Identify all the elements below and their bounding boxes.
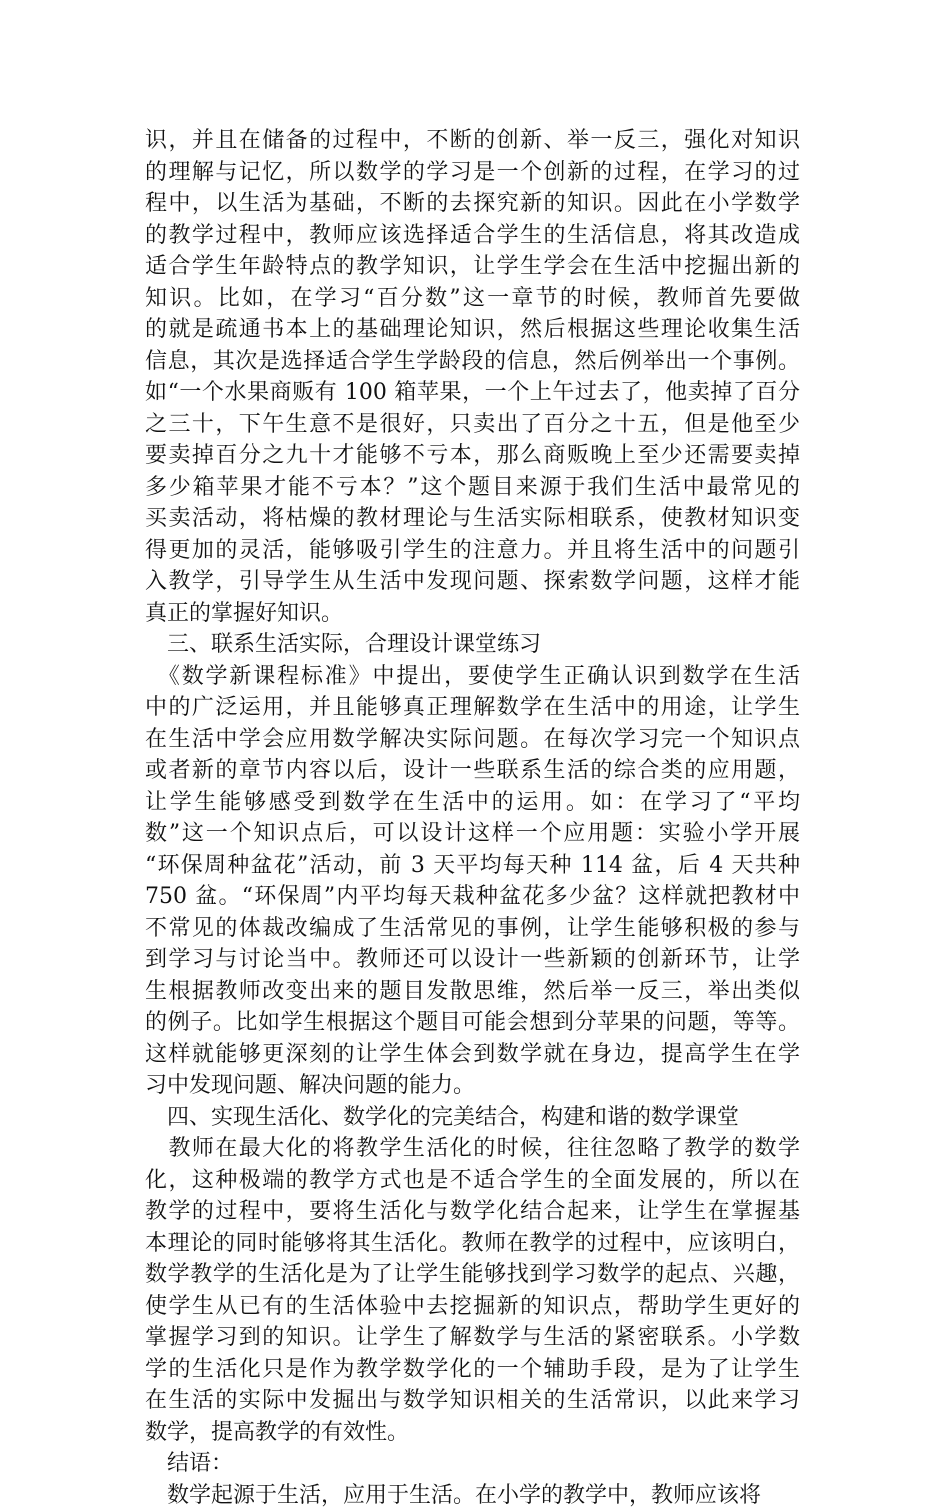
text-line: 在生活的实际中发掘出与数学知识相关的生活常识，以此来学习 bbox=[145, 1385, 800, 1417]
text-line: 如“一个水果商贩有 100 箱苹果，一个上午过去了，他卖掉了百分 bbox=[145, 377, 800, 409]
text-line: 识，并且在储备的过程中，不断的创新、举一反三，强化对知识 bbox=[145, 125, 800, 157]
text-line: 程中，以生活为基础，不断的去探究新的知识。因此在小学数学 bbox=[145, 188, 800, 220]
text-line: 知识。比如，在学习“百分数”这一章节的时候，教师首先要做 bbox=[145, 283, 800, 315]
text-line: 四、实现生活化、数学化的完美结合，构建和谐的数学课堂 bbox=[145, 1102, 800, 1134]
text-line: 的例子。比如学生根据这个题目可能会想到分苹果的问题，等等。 bbox=[145, 1007, 800, 1039]
text-line: 掌握学习到的知识。让学生了解数学与生活的紧密联系。小学数 bbox=[145, 1322, 800, 1354]
text-line: 化，这种极端的教学方式也是不适合学生的全面发展的，所以在 bbox=[145, 1165, 800, 1197]
section-heading bbox=[145, 629, 800, 661]
text-line: 适合学生年龄特点的教学知识，让学生学会在生活中挖掘出新的 bbox=[145, 251, 800, 283]
body-paragraph bbox=[145, 661, 800, 1102]
text-line: 数学教学的生活化是为了让学生能够找到学习数学的起点、兴趣， bbox=[145, 1259, 800, 1291]
text-line: 买卖活动，将枯燥的教材理论与生活实际相联系，使教材知识变 bbox=[145, 503, 800, 535]
text-line: 让学生能够感受到数学在生活中的运用。如：在学习了“平均 bbox=[145, 787, 800, 819]
text-line: 习中发现问题、解决问题的能力。 bbox=[145, 1070, 800, 1102]
text-line: 信息，其次是选择适合学生学龄段的信息，然后例举出一个事例。 bbox=[145, 346, 800, 378]
text-line: 不常见的体裁改编成了生活常见的事例，让学生能够积极的参与 bbox=[145, 913, 800, 945]
text-line: 学的生活化只是作为教学数学化的一个辅助手段，是为了让学生 bbox=[145, 1354, 800, 1386]
text-line: 750 盆。“环保周”内平均每天栽种盆花多少盆？这样就把教材中 bbox=[145, 881, 800, 913]
text-line: 之三十，下午生意不是很好，只卖出了百分之十五，但是他至少 bbox=[145, 409, 800, 441]
text-line: 得更加的灵活，能够吸引学生的注意力。并且将生活中的问题引 bbox=[145, 535, 800, 567]
text-line: 教学的过程中，要将生活化与数学化结合起来，让学生在掌握基 bbox=[145, 1196, 800, 1228]
text-line: 数学起源于生活，应用于生活。在小学的教学中，教师应该将 bbox=[145, 1480, 800, 1511]
body-paragraph bbox=[145, 125, 800, 629]
text-line: 生根据教师改变出来的题目发散思维，然后举一反三，举出类似 bbox=[145, 976, 800, 1008]
text-line: 入教学，引导学生从生活中发现问题、探索数学问题，这样才能 bbox=[145, 566, 800, 598]
text-line: 的就是疏通书本上的基础理论知识，然后根据这些理论收集生活 bbox=[145, 314, 800, 346]
text-line: 本理论的同时能够将其生活化。教师在教学的过程中，应该明白， bbox=[145, 1228, 800, 1260]
text-line: 真正的掌握好知识。 bbox=[145, 598, 800, 630]
text-line: 使学生从已有的生活体验中去挖掘新的知识点，帮助学生更好的 bbox=[145, 1291, 800, 1323]
text-line: “环保周种盆花”活动，前 3 天平均每天种 114 盆，后 4 天共种 bbox=[145, 850, 800, 882]
text-line: 教师在最大化的将教学生活化的时候，往往忽略了教学的数学 bbox=[145, 1133, 800, 1165]
text-line: 或者新的章节内容以后，设计一些联系生活的综合类的应用题， bbox=[145, 755, 800, 787]
section-heading bbox=[145, 1448, 800, 1480]
text-line: 中的广泛运用，并且能够真正理解数学在生活中的用途，让学生 bbox=[145, 692, 800, 724]
text-line: 结语： bbox=[145, 1448, 800, 1480]
text-line: 的理解与记忆，所以数学的学习是一个创新的过程，在学习的过 bbox=[145, 157, 800, 189]
text-line: 三、联系生活实际，合理设计课堂练习 bbox=[145, 629, 800, 661]
text-line: 这样就能够更深刻的让学生体会到数学就在身边，提高学生在学 bbox=[145, 1039, 800, 1071]
text-line: 数学，提高教学的有效性。 bbox=[145, 1417, 800, 1449]
text-line: 《数学新课程标准》中提出，要使学生正确认识到数学在生活 bbox=[145, 661, 800, 693]
text-line: 到学习与讨论当中。教师还可以设计一些新颖的创新环节，让学 bbox=[145, 944, 800, 976]
text-line: 要卖掉百分之九十才能够不亏本，那么商贩晚上至少还需要卖掉 bbox=[145, 440, 800, 472]
text-line: 在生活中学会应用数学解决实际问题。在每次学习完一个知识点 bbox=[145, 724, 800, 756]
body-paragraph bbox=[145, 1133, 800, 1448]
section-heading bbox=[145, 1102, 800, 1134]
text-line: 的教学过程中，教师应该选择适合学生的生活信息，将其改造成 bbox=[145, 220, 800, 252]
document-page bbox=[145, 125, 800, 1511]
text-line: 多少箱苹果才能不亏本？”这个题目来源于我们生活中最常见的 bbox=[145, 472, 800, 504]
body-paragraph bbox=[145, 1480, 800, 1511]
text-line: 数”这一个知识点后，可以设计这样一个应用题：实验小学开展 bbox=[145, 818, 800, 850]
